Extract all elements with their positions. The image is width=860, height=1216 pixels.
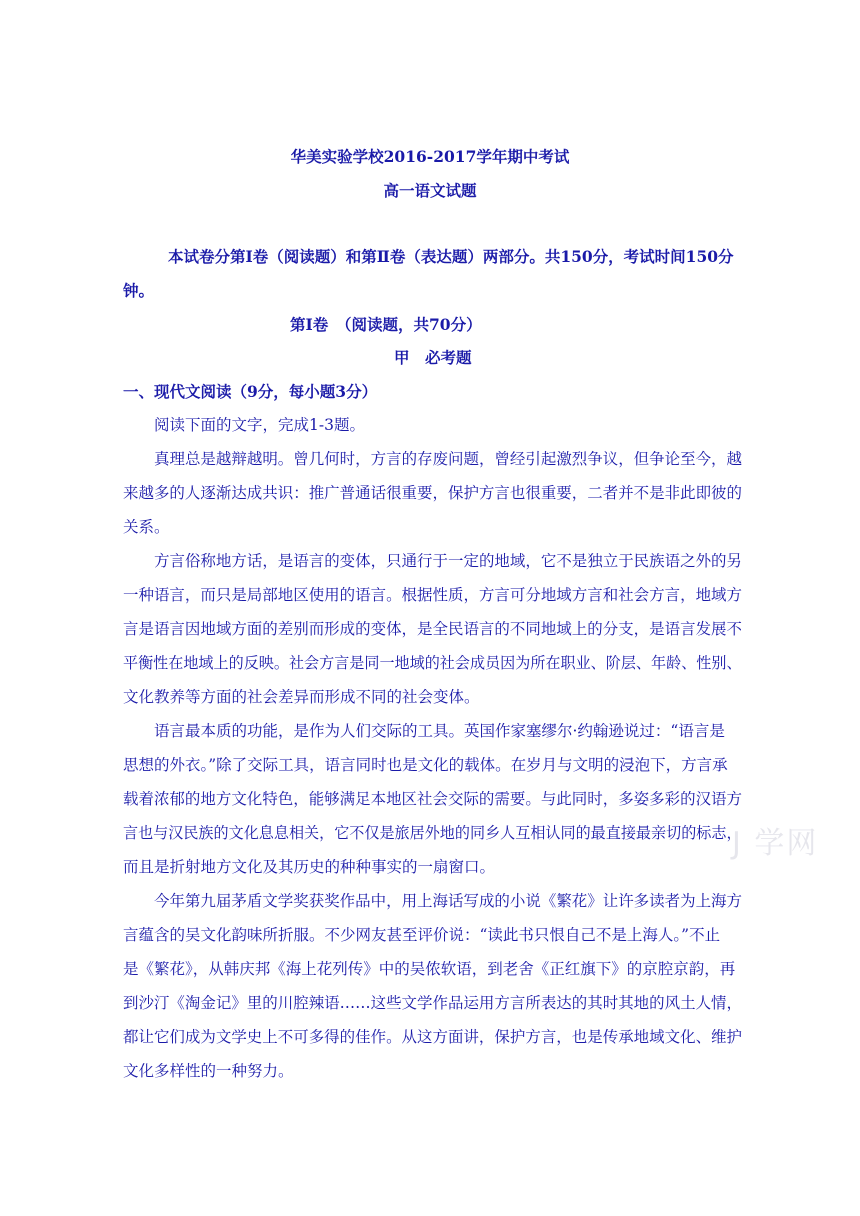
paragraph-3-line: 言也与汉民族的文化息息相关，它不仅是旅居外地的同乡人互相认同的最直接最亲切的标志， bbox=[123, 824, 742, 842]
paragraph-4-line: 言蕴含的吴文化韵味所折服。不少网友甚至评价说：“读此书只恨自己不是上海人。”不止 bbox=[123, 926, 721, 944]
intro-line-2: 钟。 bbox=[123, 281, 155, 300]
question-heading: 一、现代文阅读（9分，每小题3分） bbox=[123, 382, 378, 401]
paragraph-1-line: 真理总是越辩越明。曾几何时，方言的存废问题，曾经引起激烈争议，但争论至今，越 bbox=[154, 450, 743, 468]
part-heading: 甲 必考题 bbox=[394, 348, 472, 367]
paragraph-4-line: 是《繁花》，从韩庆邦《海上花列传》中的吴侬软语，到老舍《正红旗下》的京腔京韵，再 bbox=[123, 960, 736, 978]
paragraph-4-line: 到沙汀《淘金记》里的川腔辣语……这些文学作品运用方言所表达的其时其地的风土人情， bbox=[123, 994, 743, 1012]
volume-heading: 第Ⅰ卷 （阅读题，共70分） bbox=[290, 315, 482, 334]
reading-instruction: 阅读下面的文字，完成1-3题。 bbox=[154, 416, 365, 434]
paragraph-2-line: 言是语言因地域方面的差别而形成的变体，是全民语言的不同地域上的分支，是语言发展不 bbox=[123, 620, 743, 638]
paragraph-4-line: 都让它们成为文学史上不可多得的佳作。从这方面讲，保护方言，也是传承地域文化、维护 bbox=[123, 1028, 743, 1046]
paragraph-3-line: 语言最本质的功能，是作为人们交际的工具。英国作家塞缪尔·约翰逊说过：“语言是 bbox=[154, 722, 725, 740]
paragraph-2-line: 一种语言，而只是局部地区使用的语言。根据性质，方言可分地域方言和社会方言，地域方 bbox=[123, 586, 743, 604]
intro-line-1: 本试卷分第Ⅰ卷（阅读题）和第Ⅱ卷（表达题）两部分。共150分，考试时间150分 bbox=[168, 247, 734, 266]
paragraph-3-line: 思想的外衣。”除了交际工具，语言同时也是文化的载体。在岁月与文明的浸泡下，方言承 bbox=[123, 756, 728, 774]
paragraph-2-line: 方言俗称地方话，是语言的变体，只通行于一定的地域，它不是独立于民族语之外的另 bbox=[154, 552, 743, 570]
school-title: 华美实验学校2016-2017学年期中考试 bbox=[290, 147, 570, 166]
paragraph-4-line: 文化多样性的一种努力。 bbox=[123, 1062, 294, 1080]
paragraph-3-line: 而且是折射地方文化及其历史的种种事实的一扇窗口。 bbox=[123, 858, 496, 876]
paragraph-1-line: 来越多的人逐渐达成共识：推广普通话很重要，保护方言也很重要，二者并不是非此即彼的 bbox=[123, 484, 743, 502]
paragraph-1-line: 关系。 bbox=[123, 518, 170, 536]
watermark: J 学网 bbox=[732, 826, 819, 861]
paragraph-2-line: 平衡性在地域上的反映。社会方言是同一地域的社会成员因为所在职业、阶层、年龄、性别、 bbox=[123, 654, 742, 672]
paragraph-2-line: 文化教养等方面的社会差异而形成不同的社会变体。 bbox=[123, 688, 480, 706]
subject-title: 高一语文试题 bbox=[383, 181, 477, 200]
paragraph-3-line: 载着浓郁的地方文化特色，能够满足本地区社会交际的需要。与此同时，多姿多彩的汉语方 bbox=[123, 790, 743, 808]
paragraph-4-line: 今年第九届茅盾文学奖获奖作品中，用上海话写成的小说《繁花》让许多读者为上海方 bbox=[154, 892, 743, 910]
